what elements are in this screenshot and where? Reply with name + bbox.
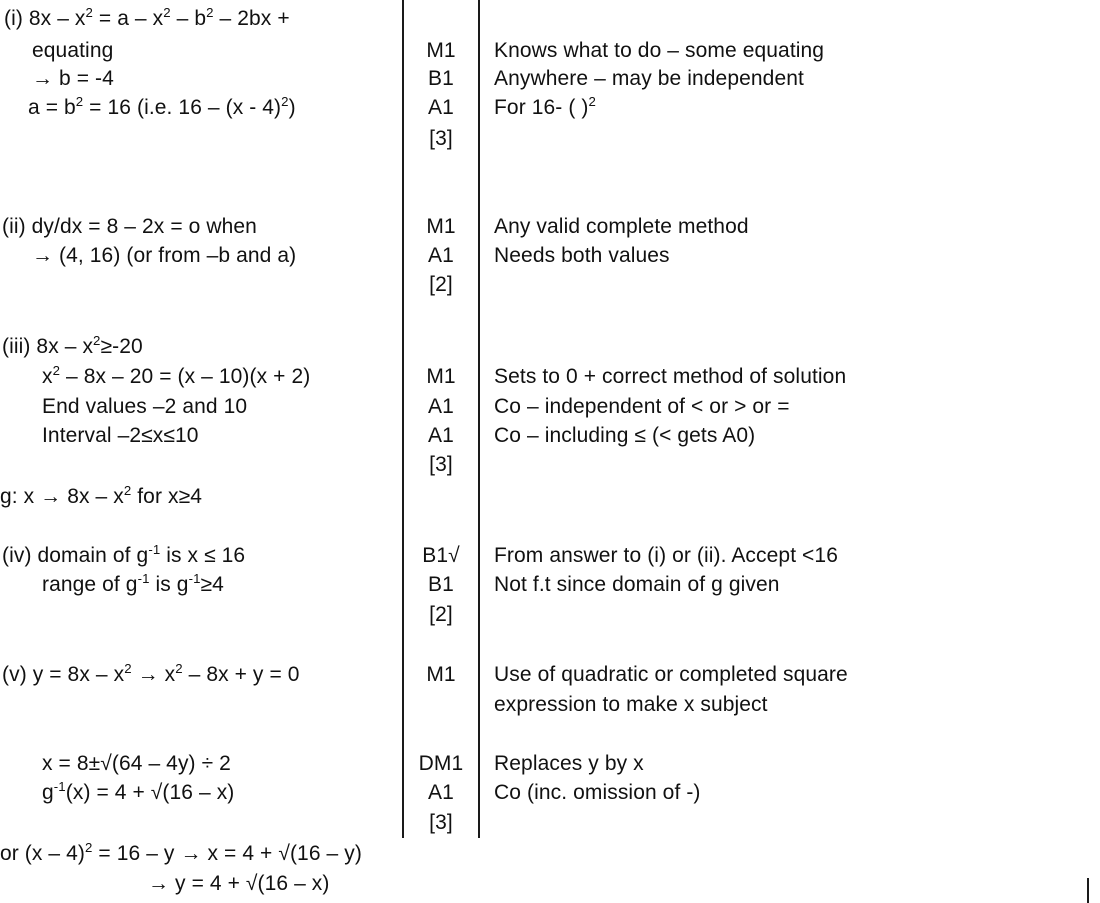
- mark-code-i-5: [3]: [429, 127, 453, 150]
- mark-code-i-4: A1: [428, 96, 454, 119]
- mark-code-iii-5: [3]: [429, 453, 453, 476]
- working-line-i-2: equating: [32, 39, 114, 62]
- mark-code-i-2: M1: [426, 39, 456, 62]
- mark-code-ii-3: [2]: [429, 273, 453, 296]
- mark-code-ii-1: M1: [426, 215, 456, 238]
- examiner-note-iv-1: From answer to (i) or (ii). Accept <16: [494, 544, 838, 567]
- working-line-ii-2: → (4, 16) (or from –b and a): [32, 244, 297, 267]
- examiner-note-iv-2: Not f.t since domain of g given: [494, 573, 780, 596]
- examiner-note-i-4: For 16- ( )$^2$: [494, 94, 596, 119]
- examiner-note-iii-2: Sets to 0 + correct method of solution: [494, 365, 847, 388]
- working-line-alt-2: → y = 4 + √(16 – x): [148, 872, 330, 895]
- marks-column-left-divider: [402, 0, 404, 838]
- working-line-v-4: $g^{-1}(x) = 4 + √(16 - x)$: [42, 779, 235, 804]
- working-line-iv-1: (iv) domain of $g^{-1}$ is x ≤ 16: [2, 542, 246, 567]
- working-line-iv-2: range of $g^{-1}$ is $g^{-1}\ge 4$: [42, 571, 224, 596]
- mark-code-iv-2: B1: [428, 573, 454, 596]
- examiner-note-v-3: Replaces y by x: [494, 752, 644, 775]
- examiner-note-v-2: expression to make x subject: [494, 693, 768, 716]
- mark-code-iv-1: B1√: [422, 544, 460, 567]
- mark-code-v-3: DM1: [418, 752, 464, 775]
- examiner-note-ii-1: Any valid complete method: [494, 215, 749, 238]
- mark-code-i-3: B1: [428, 67, 454, 90]
- mark-code-iii-4: A1: [428, 424, 454, 447]
- working-line-i-4: $a = b^2 = 16$ (i.e. 16 – (x - 4)$^2$): [28, 94, 296, 119]
- working-line-v-1: (v) $y = 8x - x^2 \to x^2 - 8x + y = 0$: [2, 661, 300, 686]
- working-line-ii-1: (ii) dy/dx = 8 – 2x = o when: [2, 215, 257, 238]
- working-line-g-def: g: $x \to 8x - x^2$ for x≥4: [0, 483, 202, 508]
- page-corner-tick: [1087, 878, 1089, 903]
- examiner-note-iii-4: Co – including ≤ (< gets A0): [494, 424, 756, 447]
- mark-code-v-1: M1: [426, 663, 456, 686]
- examiner-note-ii-2: Needs both values: [494, 244, 670, 267]
- working-line-iii-1: (iii) $8x - x^2\ge-20$: [2, 333, 143, 358]
- examiner-note-v-4: Co (inc. omission of -): [494, 781, 701, 804]
- mark-code-iii-2: M1: [426, 365, 456, 388]
- examiner-note-iii-3: Co – independent of < or > or =: [494, 395, 790, 418]
- mark-code-v-5: [3]: [429, 811, 453, 834]
- working-line-v-3: x = 8±√(64 – 4y) ÷ 2: [42, 752, 231, 775]
- working-line-i-1: (i) $8x - x^2 = a - x^2 - b^2 - 2bx$ +: [4, 5, 290, 30]
- working-line-iii-4: Interval –2≤x≤10: [42, 424, 199, 447]
- examiner-note-i-3: Anywhere – may be independent: [494, 67, 804, 90]
- working-line-alt-1: or (x – 4)$^2$ = 16 – y → x = 4 + √(16 – y): [0, 840, 362, 865]
- marks-column-right-divider: [478, 0, 480, 838]
- mark-code-iv-3: [2]: [429, 603, 453, 626]
- working-line-iii-2: $x^2 - 8x - 20 = (x - 10)(x + 2)$: [42, 363, 311, 388]
- mark-code-ii-2: A1: [428, 244, 454, 267]
- working-line-iii-3: End values –2 and 10: [42, 395, 248, 418]
- mark-code-v-4: A1: [428, 781, 454, 804]
- working-line-i-3: → b = -4: [32, 67, 114, 90]
- mark-code-iii-3: A1: [428, 395, 454, 418]
- examiner-note-v-1: Use of quadratic or completed square: [494, 663, 848, 686]
- examiner-note-i-2: Knows what to do – some equating: [494, 39, 825, 62]
